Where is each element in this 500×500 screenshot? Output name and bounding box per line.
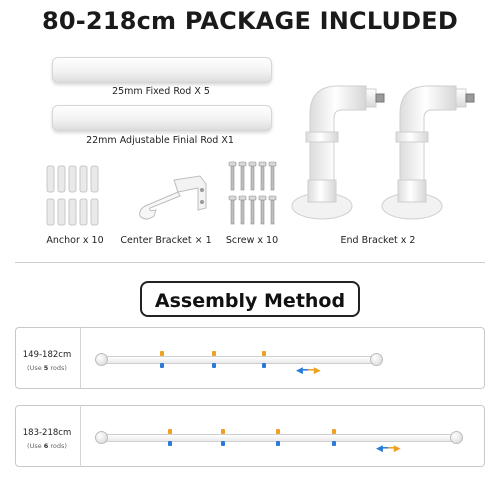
row-2-joint-orange: [168, 429, 172, 434]
row-2-joint-orange: [332, 429, 336, 434]
row-1-joint-blue: [160, 363, 164, 368]
row-2-joint-blue: [332, 441, 336, 446]
adjustable-rod-label: 22mm Adjustable Finial Rod X1: [86, 135, 234, 146]
row-2-finial-left: [95, 431, 108, 444]
row-1-joint-orange: [262, 351, 266, 356]
anchor-image: [44, 163, 100, 229]
row-2-finial-right: [450, 431, 463, 444]
section-divider: [15, 262, 485, 263]
row-1-adjust-arrows: ◀━━▶: [296, 366, 321, 376]
row-1-joint-blue: [262, 363, 266, 368]
screw-image: [228, 160, 278, 228]
center-bracket-image: [128, 174, 212, 222]
row-2-range: 183-218cm: [22, 428, 72, 438]
screw-label: Screw x 10: [225, 235, 279, 246]
row-2-joint-blue: [168, 441, 172, 446]
row-2-rod: [104, 434, 456, 442]
row-1-rod-count: 5: [43, 364, 49, 372]
row-1-joint-blue: [212, 363, 216, 368]
assembly-heading: Assembly Method: [140, 281, 360, 317]
end-bracket-image: [286, 72, 482, 232]
row-2-joint-blue: [276, 441, 280, 446]
fixed-rod-label: 25mm Fixed Rod X 5: [112, 86, 210, 97]
row-2-joint-orange: [221, 429, 225, 434]
row-2-joint-blue: [221, 441, 225, 446]
row-1-finial-left: [95, 353, 108, 366]
fixed-rod-image: [52, 57, 272, 83]
center-bracket-label: Center Bracket × 1: [120, 235, 212, 246]
row-1-joint-orange: [160, 351, 164, 356]
row-2-rod-count: 6: [43, 442, 49, 450]
row-2-joint-orange: [276, 429, 280, 434]
end-bracket-label: End Bracket x 2: [340, 235, 416, 246]
row-1-finial-right: [370, 353, 383, 366]
row-1-range: 149-182cm: [22, 350, 72, 360]
adjustable-rod-image: [52, 105, 272, 131]
end-bracket-right: [382, 86, 474, 219]
row-2-adjust-arrows: ◀━━▶: [376, 444, 401, 454]
end-bracket-left: [292, 86, 384, 219]
row-1-rod: [104, 356, 376, 364]
row-1-note: (Use 5 rods): [27, 364, 67, 372]
row-1-joint-orange: [212, 351, 216, 356]
page-title: 80-218cm PACKAGE INCLUDED: [41, 7, 459, 35]
anchor-label: Anchor x 10: [46, 235, 104, 246]
row-2-note: (Use 6 rods): [27, 442, 67, 450]
